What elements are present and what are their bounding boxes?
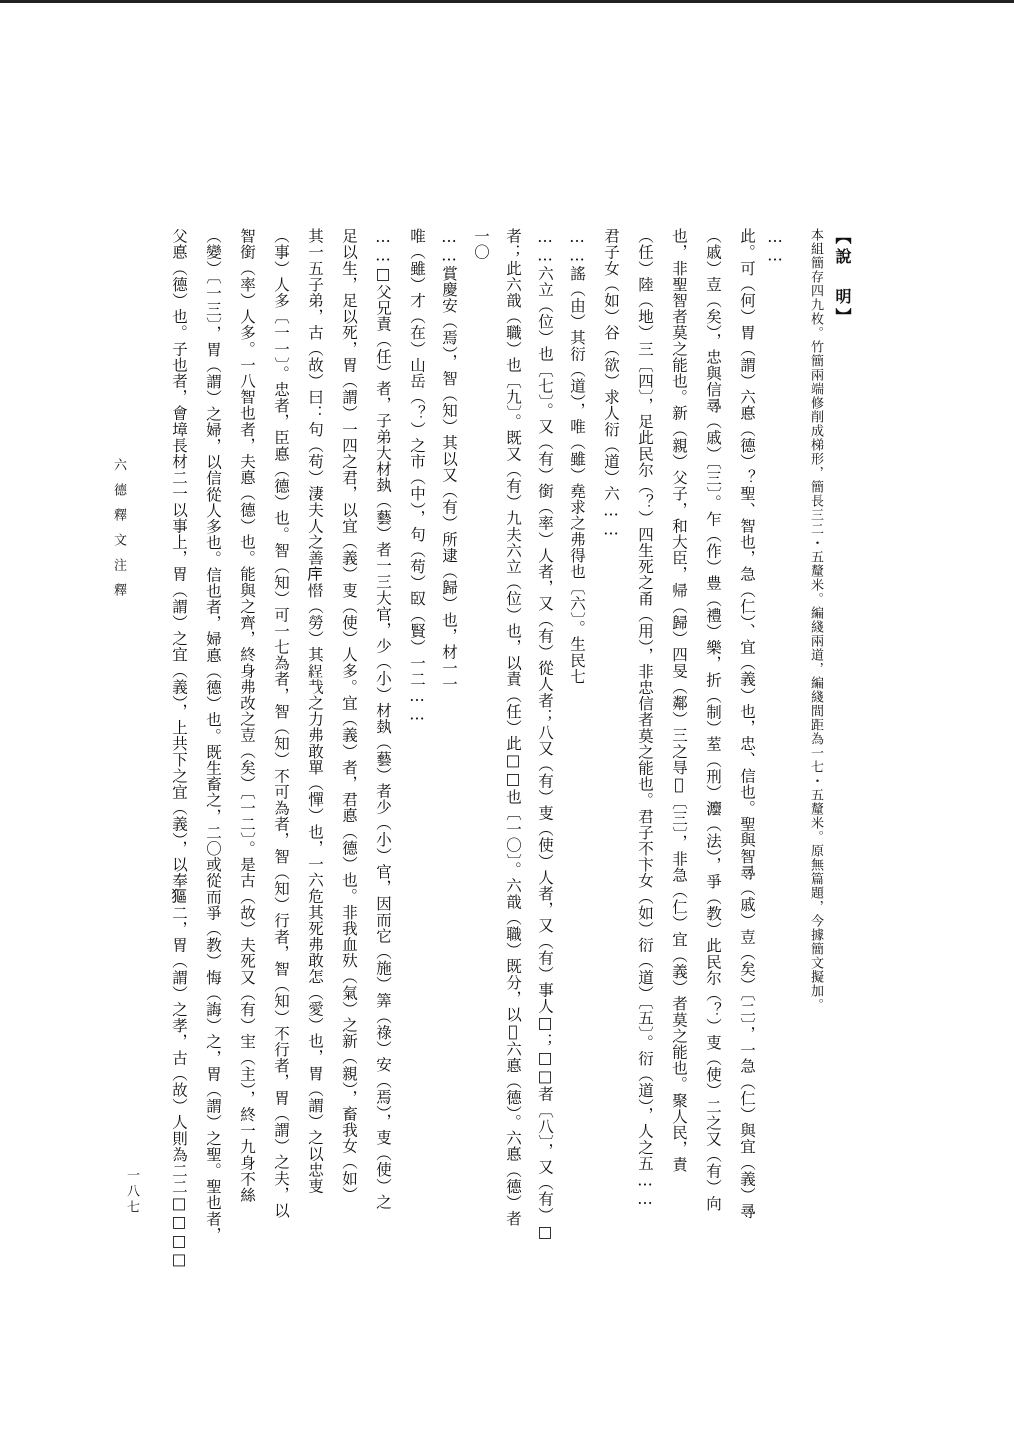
text-column: （任）陸（地）三〔四〕，足此民尔（？）四生死之甬（用），非忠信者莫之能也。君子不卞女（如）衍（道）〔五〕。衍（道），人之五…… bbox=[636, 228, 654, 1209]
text-column: …… bbox=[766, 228, 784, 266]
text-column: ……□父兄責（任）者，子弟大材埶（藝）者一三大官，少（小）材埶（藝）者少（小）官，因而它（施）筭（祿）安（焉），叓（使）之 bbox=[374, 228, 392, 1210]
text-column: 者；此六戠（職）也〔九〕。既又（有）九夫六立（位）也，以責（任）此□□也〔一〇〕。六戠（職）既分，以𡒦六悳（德）。六悳（德）者 bbox=[504, 228, 522, 1227]
page-text-block bbox=[150, 228, 850, 1278]
top-border-line bbox=[0, 0, 1014, 3]
text-column: 智銜（率）人多。一八智也者，夫悳（德）也。能與之齊，終身弗改之壴（矣）〔一二〕。是古（故）夫死又（有）宔（主），終一九身不絲 bbox=[238, 228, 256, 1203]
text-column: 父悳（德）也。子也者，會墇長材二一以事上，胃（謂）之宜（義），上共下之宜（義），以奉𤠾二，胃（謂）之孝，古（故）人則為二二□□□□ bbox=[170, 228, 188, 1269]
text-column: ……謠（由）其衍（道），唯（雖）堯求之弗得也〔六〕。生民七 bbox=[568, 228, 586, 685]
page-number: 一八七 bbox=[124, 1168, 139, 1216]
text-column: （戚）壴（矣），忠與信㝷（戚）〔三〕。乍（作）豊（禮）樂，折（制）荎（刑）灋（法），爭（教）此民尔（？）叓（使）二之又（有）向 bbox=[704, 228, 722, 1212]
text-column: （事）人多〔一一〕。忠者，臣悳（德）也。智（知）可一七為者，智（知）不可為者，智（知）行者，智（知）不行者，胃（謂）之夫，以 bbox=[272, 228, 290, 1219]
text-column: 足以生，足以死，胃（謂）一四之君，以宜（義）叓（使）人多。宜（義）者，君悳（德）也。非我血𣧂（氣）之新（親），畜我女（如） bbox=[340, 228, 358, 1203]
text-column: 唯（雖）才（在）山岳（？）之市（中），句（苟）臤（賢）一二…… bbox=[408, 228, 426, 725]
text-column: ……六立（位）也〔七〕。又（有）銜（率）人者，又（有）從人者；八又（有）叓（使）人者，又（有）事人□；□□者〔八〕，又（有）□ bbox=[536, 228, 554, 1242]
intro-paragraph: 本組簡存四九枚。竹簡兩端修削成梯形，簡長三二・五釐米。編綫兩道，編綫間距為一七・五釐米。原無篇題，今據簡文擬加。 bbox=[808, 228, 823, 1012]
text-column: ……賞慶安（焉），智（知）其以又（有）所逮（歸）也，材一一 bbox=[440, 228, 458, 693]
text-column: 此。可（何）胃（謂）六悳（德）？聖、智也，急（仁）、宜（義）也，忠、信也。聖與智㝷（戚）壴（矣）〔二〕，一急（仁）與宜（義）㝷 bbox=[738, 228, 756, 1220]
text-column: （變）〔一三〕，胃（謂）之婦，以信從人多也。信也者，婦悳（德）也。既生畜之，二〇或從而爭（教）悔（誨）之，胃（謂）之聖。聖也者， bbox=[204, 228, 222, 1243]
text-column: 一〇 bbox=[472, 228, 490, 261]
text-column: 其一五子弟，古（故）曰：句（苟）淒夫人之善𢇛𢡄（勞）其𦀚𢦏之力弗敢單（憚）也，一六危其死弗敢怎（愛）也，胃（謂）之以忠叓 bbox=[306, 228, 324, 1194]
running-title: 六德釋文注釋 bbox=[111, 458, 126, 608]
text-column: 也，非聖智者莫之能也。新（親）父子，和大臣，帰（歸）四旻（鄰）三之㝵𡧊〔三〕，非急（仁）宜（義）者莫之能也。聚人民，責 bbox=[670, 228, 688, 1173]
text-column: 君子女（如）谷（欲）求人衍（道）六…… bbox=[602, 228, 620, 539]
section-heading: 【說 明】 bbox=[833, 228, 852, 328]
